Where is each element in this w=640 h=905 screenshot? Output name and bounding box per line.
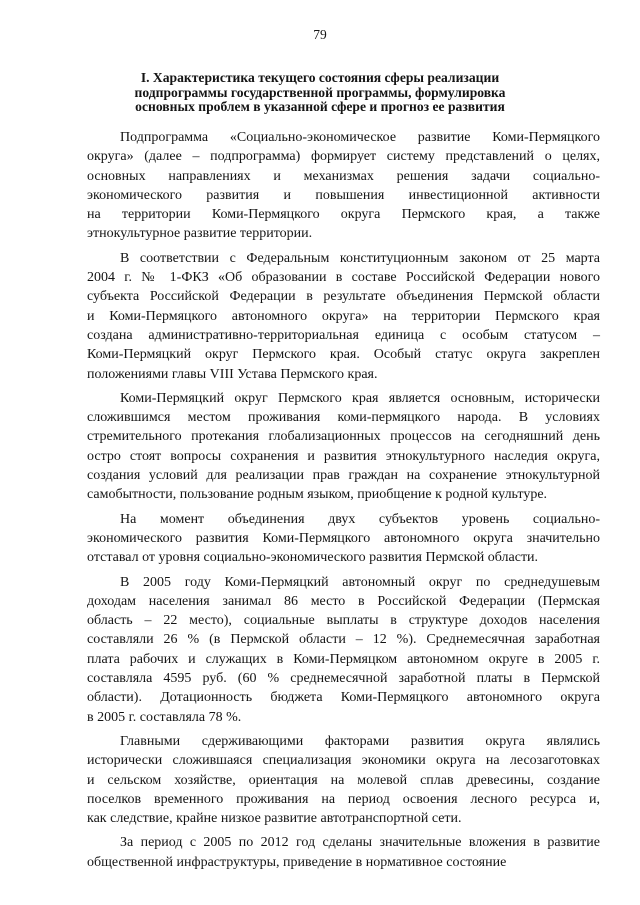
paragraph-line: в 2005 г. составляла 78 %. bbox=[87, 709, 242, 725]
paragraph-line: самобытности, пользование родным языком, приобщение к родной культуре. bbox=[87, 487, 548, 503]
document-body bbox=[87, 128, 600, 877]
paragraph bbox=[87, 128, 600, 244]
paragraph-line: Коми-Пермяцкий округ Пермского края. Особый статус округа закреплен bbox=[87, 347, 600, 363]
page-number: 79 bbox=[313, 27, 327, 42]
paragraph bbox=[87, 389, 600, 505]
heading-line: основных проблем в указанной сфере и прогноз ее развития bbox=[135, 99, 505, 114]
section-heading bbox=[100, 71, 540, 115]
paragraph-line: Коми-Пермяцкий округ Пермского края является основным, исторически bbox=[120, 390, 600, 406]
paragraph-line: отставал от уровня социально-экономического развития Пермской области. bbox=[87, 550, 539, 566]
paragraph-line: сложившимся местом проживания коми-пермяцкого народа. В условиях bbox=[87, 410, 600, 426]
paragraph-line: исторически сложившаяся специализация экономики округа на лесозаготовках bbox=[87, 753, 600, 769]
paragraph-line: этнокультурное развитие территории. bbox=[87, 226, 313, 242]
heading-line: I. Характеристика текущего состояния сферы реализации bbox=[140, 70, 500, 85]
paragraph-line: как следствие, крайне низкое развитие автотранспортной сети. bbox=[87, 811, 462, 827]
paragraph-line: общественной инфраструктуры, приведение в нормативное состояние bbox=[87, 854, 507, 870]
paragraph bbox=[87, 833, 600, 872]
paragraph bbox=[87, 249, 600, 384]
paragraph-line: округа» (далее – подпрограмма) формирует систему представлений о целях, bbox=[87, 149, 600, 165]
paragraph-line: поселков временного проживания на период освоения лесного ресурса и, bbox=[87, 791, 600, 807]
paragraph-line: доходам населения занимал 86 место в Российской Федерации (Пермская bbox=[87, 593, 600, 609]
paragraph-line: Подпрограмма «Социально-экономическое развитие Коми-Пермяцкого bbox=[120, 130, 600, 145]
paragraph-line: плата рабочих и служащих в Коми-Пермяцком автономном округе в 2005 г. bbox=[87, 651, 600, 667]
paragraph-line: область – 22 место), социальные выплаты в структуре доходов населения bbox=[87, 613, 600, 629]
paragraph-line: создания условий для реализации прав граждан на сохранение этнокультурной bbox=[87, 468, 600, 484]
paragraph-line: создана административно-территориальная единица с особым статусом – bbox=[87, 327, 600, 343]
paragraph-line: экономического развития Коми-Пермяцкого автономного округа значительно bbox=[87, 530, 600, 546]
paragraph-line: и сельском хозяйстве, ориентация на молевой сплав древесины, создание bbox=[87, 772, 600, 788]
paragraph-line: За период с 2005 по 2012 год сделаны значительные вложения в развитие bbox=[120, 835, 600, 851]
paragraph-line: на территории Коми-Пермяцкого округа Пермского края, а также bbox=[87, 207, 600, 223]
paragraph-line: области). Дотационность бюджета Коми-Пермяцкого автономного округа bbox=[87, 690, 600, 706]
paragraph-line: составляла 4595 руб. (60 % среднемесячной заработной платы в Пермской bbox=[87, 671, 600, 687]
paragraph-line: стремительного протекания глобализационных процессов на сегодняшний день bbox=[87, 429, 600, 445]
paragraph-line: основных направлениях и механизмах решения задачи социально- bbox=[87, 168, 600, 184]
paragraph-line: экономического развития и повышения инвестиционной активности bbox=[87, 187, 600, 203]
paragraph-line: 2004 г. № 1-ФКЗ «Об образовании в составе Российской Федерации нового bbox=[87, 270, 600, 286]
paragraph-line: положениями главы VIII Устава Пермского края. bbox=[87, 366, 378, 382]
paragraph-line: и Коми-Пермяцкого автономного округа» на территории Пермского края bbox=[87, 308, 600, 324]
paragraph-line: Главными сдерживающими факторами развития округа являлись bbox=[120, 733, 600, 749]
paragraph bbox=[87, 732, 600, 828]
paragraph-line: составляли 26 % (в Пермской области – 12 %). Среднемесячная заработная bbox=[87, 632, 600, 648]
paragraph-line: субъекта Российской Федерации в результате объединения Пермской области bbox=[87, 289, 600, 305]
paragraph-line: В соответствии с Федеральным конституционным законом от 25 марта bbox=[120, 250, 600, 266]
paragraph-line: В 2005 году Коми-Пермяцкий автономный округ по среднедушевым bbox=[120, 574, 600, 590]
paragraph-line: остро стоят вопросы сохранения и развития этнокультурного наследия округа, bbox=[87, 448, 600, 464]
paragraph-line: На момент объединения двух субъектов уровень социально- bbox=[120, 511, 600, 527]
heading-line: подпрограммы государственной программы, формулировка bbox=[134, 84, 506, 100]
paragraph bbox=[87, 573, 600, 727]
paragraph bbox=[87, 510, 600, 568]
